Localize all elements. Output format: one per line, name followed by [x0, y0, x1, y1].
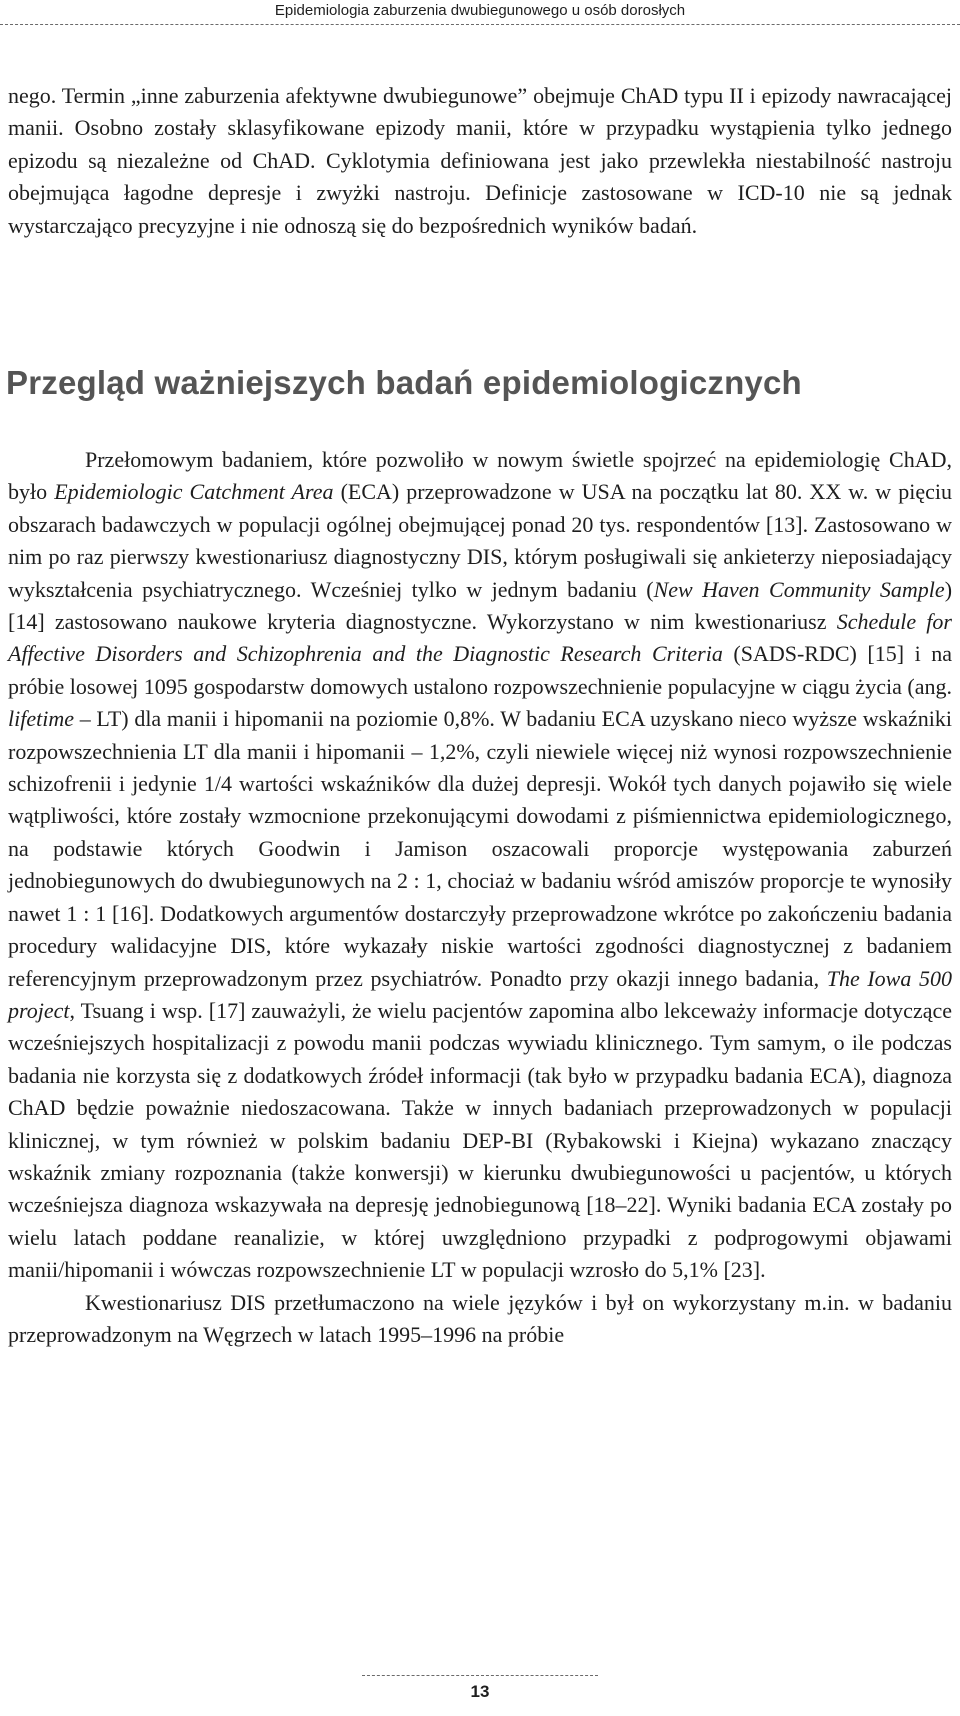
page-number: 13	[470, 1682, 490, 1701]
paragraph-text: Przełomowym badaniem, które pozwoliło w nowym świetle spojrzeć na epidemiologię ChAD, było	[8, 447, 952, 505]
study-name-italic: New Haven Community Sample	[653, 576, 945, 602]
paragraph-text: ) [14] zastosowano naukowe kryteria diagnostyczne. Wykorzystano w nim kwestionariusz	[8, 576, 953, 635]
paragraph-text: – LT) dla manii i hipomanii na poziomie 0,8%. W badaniu ECA uzyskano nieco wyższe wskaźniki rozpowszechnienia LT dla manii i hipomanii – 1,2%, czyli niewiele więcej niż wynosi rozpowszechnienie schizofrenii i jedynie 1/4 wartości wskaźników dla dużej depresji. Wokół tych danych pojawiło się wiele wątpliwości, które zostały wzmocnione przekonującymi dowodami z piśmiennictwa epidemiologicznego, na podstawie których Goodwin i Jamison oszacowali proporcje występowania zaburzeń jednobiegunowych do dwubiegunowych na 2 : 1, chociaż w badaniu wśród amiszów proporcje te wynosiły nawet 1 : 1 [16]. Dodatkowych argumentów dostarczyły przeprowadzone wkrótce po zakończeniu badania procedury walidacyjne DIS, które wykazały niskie wartości zgodności diagnostycznej z badaniem referencyjnym przeprowadzonym przez psychiatrów. Ponadto przy okazji innego badania,	[8, 706, 952, 991]
header-divider	[0, 24, 960, 25]
paragraph-text: , Tsuang i wsp. [17] zauważyli, że wielu pacjentów zapomina albo lekceważy informacje dotyczące wcześniejszych hospitalizacji z powodu manii podczas wywiadu klinicznego. Tym samym, o ile podczas badania nie korzysta się z dodatkowych źródeł informacji (tak było w przypadku badania ECA), diagnoza ChAD będzie poważnie niedoszacowana. Także w innych badaniach przeprowadzonych w populacji klinicznej, w tym również w polskim badaniu DEP-BI (Rybakowski i Kiejna) wykazano znaczący wskaźnik zmiany rozpoznania (także konwersji) w kierunku dwubiegunowości u pacjentów, u których wcześniejsza diagnoza wskazywała na depresję jednobiegunową [18–22]. Wyniki badania ECA zostały po wielu latach poddane reanalizie, w której uwzględniono przypadki z podprogowymi objawami manii/hipomanii i wówczas rozpowszechnienie LT w populacji wzrosło do 5,1% [23].	[8, 997, 952, 1283]
running-header: Epidemiologia zaburzenia dwubiegunowego u osób dorosłych	[274, 2, 686, 19]
paragraph-text: (SADS-RDC) [15] i na próbie losowej 1095 gospodarstw domowych ustalono rozpowszechnienie populacyjne w ciągu życia (ang.	[8, 641, 952, 699]
term-italic: lifetime	[8, 706, 74, 732]
body-paragraph-2: Kwestionariusz DIS przetłumaczono na wiele języków i był on wykorzystany m.in. w badaniu przeprowadzonym na Węgrzech w latach 1995–1996 na próbie	[8, 1289, 952, 1347]
footer-divider	[362, 1675, 598, 1676]
intro-text-block	[8, 80, 952, 242]
questionnaire-name-italic: Schedule for Affective Disorders and Schizophrenia and the Diagnostic Research Criteria	[8, 609, 952, 667]
intro-paragraph: nego. Termin „inne zaburzenia afektywne dwubiegunowe” obejmuje ChAD typu II i epizody nawracającej manii. Osobno zostały sklasyfikowane epizody manii, które w przypadku wystąpienia tylko jednego epizodu są niezależne od ChAD. Cyklotymia definiowana jest jako przewlekła niestabilność nastroju obejmująca łagodne depresje i zwyżki nastroju. Definicje zastosowane w ICD-10 nie są jednak wystarczająco precyzyjne i nie odnoszą się do bezpośrednich wyników badań.	[8, 83, 952, 238]
project-name-italic: The Iowa 500 project	[8, 965, 953, 1023]
paragraph-text: (ECA) przeprowadzone w USA na początku lat 80. XX w. w pięciu obszarach badawczych w populacji ogólnej obejmującej ponad 20 tys. respondentów [13]. Zastosowano w nim po raz pierwszy kwestionariusz diagnostyczny DIS, którym posługiwali się ankieterzy nieposiadający wykształcenia psychiatrycznego. Wcześniej tylko w jednym badaniu (	[8, 479, 952, 602]
body-paragraph-1	[8, 444, 952, 1287]
section-text-block	[8, 444, 952, 1351]
section-heading: Przegląd ważniejszych badań epidemiologicznych	[6, 364, 802, 401]
study-name-italic: Epidemiologic Catchment Area	[54, 479, 334, 505]
